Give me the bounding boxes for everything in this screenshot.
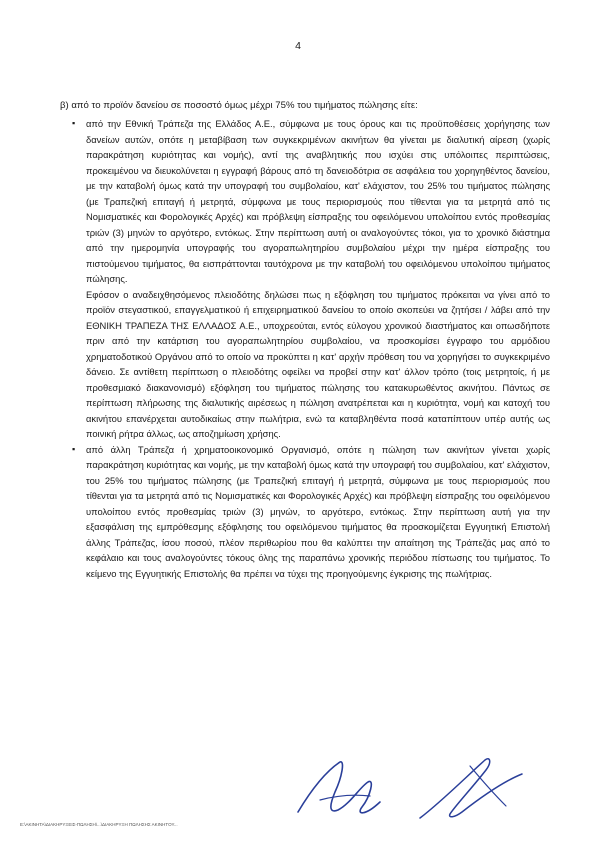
bullet-item: [72, 116, 550, 442]
bullet-square-icon: ▪: [72, 118, 76, 128]
bullet-list: [72, 116, 550, 581]
bullet-paragraph: από άλλη Τράπεζα ή χρηματοοικονομικό Οργανισμό, οπότε η πώληση των ακινήτων γίνεται χωρίς παρακράτηση κυριότητας και νομής, με την καταβολή όμως κατά την υπογραφή του συμβολαίου, κατ' ελάχιστον, του 25% του τιμήματος πώλησης (με Τραπεζική επιταγή ή μετρητά, σύμφωνα με τους περιορισμούς που τίθενται για τα μετρητά από τις Νομισματικές και Φορολογικές Αρχές) και πρόβλεψη είσπραξης του οφειλόμενου υπολοίπου εντός προθεσμίας τριών (3) μηνών, το αργότερο, εντόκως. Στην περίπτωση αυτή για την εξασφάλιση της εμπρόθεσμης εξόφλησης του οφειλόμενου τιμήματος θα προσκομίζεται Εγγυητική Επιστολή άλλης Τράπεζας, ίσου ποσού, πλέον περιθωρίου που θα καλύπτει την απαίτηση της Τράπεζάς μας από το κεφάλαιο και τους αναλογούντες τόκους όλης της παραπάνω χρονικής περιόδου πίστωσης του τιμήματος. Το κείμενο της Εγγυητικής Επιστολής θα πρέπει να τύχει της προηγούμενης έγκρισης της πωλήτριας.: [86, 443, 550, 579]
bullet-paragraph: από την Εθνική Τράπεζα της Ελλάδος Α.Ε., σύμφωνα με τους όρους και τις προϋποθέσεις χορήγησης των δανείων αυτών, οπότε η μεταβίβαση των συγκεκριμένων ακινήτων θα γίνεται με διαλυτική αίρεση (χωρίς παρακράτηση κυριότητας και νομής), αντί της αναβλητικής που ισχύει στις υπόλοιπες περιπτώσεις, προκειμένου να διευκολύνεται η εγγραφή βάρους από τη δανειοδότρια σε ασφάλεια του χορηγηθέντος δανείου, με την καταβολή όμως κατά την υπογραφή του συμβολαίου, κατ' ελάχιστον, του 25% του τιμήματος πώλησης (με Τραπεζική επιταγή ή μετρητά, σύμφωνα με τους περιορισμούς που τίθενται για τα μετρητά από τις Νομισματικές και Φορολογικές Αρχές) και πρόβλεψη είσπραξης του οφειλόμενου υπολοίπου εντός προθεσμίας τριών (3) μηνών το αργότερο, εντόκως. Στην περίπτωση αυτή οι αναλογούντες τόκοι, για το χρονικό διάστημα από την ημερομηνία υπογραφής του αγοραπωλητηρίου συμβολαίου μέχρι την ημέρα είσπραξης του πιστούμενου τιμήματος, θα εισπράττονται ταυτόχρονα με την καταβολή του οφειλόμενου υπολοίπου τιμήματος πώλησης.: [86, 118, 550, 284]
signature-left-icon: [290, 752, 400, 827]
footer-file-path: E:\ΑΚΙΝΗΤΑ\ΔΙΑΚΗΡΥΞΕΙΣ-ΠΩΛΗΣΗ\...\ΔΙΑΚΗΡΥΞΗ ΠΩΛΗΣΗΣ ΑΚΙΝΗΤΟΥ...: [20, 822, 178, 827]
bullet-item: [72, 442, 550, 582]
bullet-square-icon: ▪: [72, 443, 76, 454]
signature-right-icon: [410, 748, 530, 828]
intro-clause: β) από το προϊόν δανείου σε ποσοστό όμως μέχρι 75% του τιμήματος πώλησης είτε:: [60, 100, 418, 111]
page-number: 4: [295, 40, 301, 52]
bullet-paragraph: Εφόσον ο αναδειχθησόμενος πλειοδότης δηλώσει πως η εξόφληση του τιμήματος πρόκειται να γίνει από το προϊόν στεγαστικού, επαγγελματικού ή επιχειρηματικού δανείου το οποίο σκοπεύει να ζητήσει / λάβει από την ΕΘΝΙΚΗ ΤΡΑΠΕΖΑ ΤΗΣ ΕΛΛΑΔΟΣ Α.Ε., υποχρεούται, εντός εύλογου χρονικού διαστήματος και οπωσδήποτε πριν από την κατάρτιση του αγοραπωλητηρίου συμβολαίου, να προσκομίσει έγγραφο του αρμόδιου χρηματοδοτικού Οργάνου από το οποίο να προκύπτει η κατ' αρχήν πρόθεση του να χορηγήσει το συγκεκριμένο δάνειο. Σε αντίθετη περίπτωση ο πλειοδότης οφείλει να προβεί στην κατ' άλλον τρόπο (τοις μετρητοίς, ή με προθεσμιακό διακανονισμό) εξόφληση του τιμήματος πώλησης του κατακυρωθέντος ακινήτου. Πάντως σε περίπτωση πλήρωσης της διαλυτικής αιρέσεως η πώληση ανατρέπεται και η κυριότητα, νομή και κατοχή του ακινήτου επανέρχεται αυτοδικαίως στην πωλήτρια, ενώ τα καταβληθέντα ποσά καταπίπτουν υπέρ αυτής ως ποινική ρήτρα άλλως, ως αποζημίωση χρήσης.: [86, 288, 550, 439]
